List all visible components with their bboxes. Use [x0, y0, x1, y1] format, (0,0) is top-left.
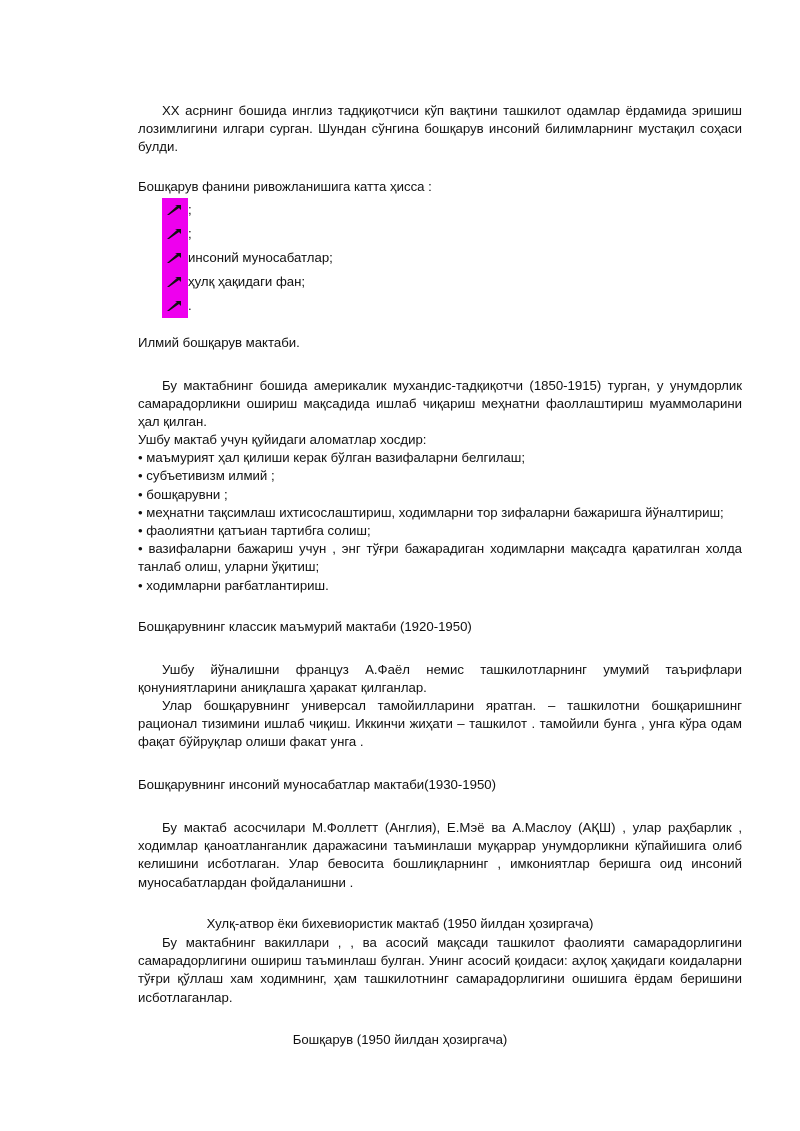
section-heading-scientific: Илмий бошқарув мактаби. — [138, 335, 300, 350]
section-heading-classic: Бошқарувнинг классик маъмурий мактаби (1920-1950) — [138, 619, 472, 634]
scientific-features — [138, 431, 742, 595]
section-heading-behavioral: Хулқ-атвор ёки бихевиористик мактаб (1950 йилдан ҳозиргача) — [206, 916, 594, 931]
list-item — [162, 222, 333, 246]
list-item-text: инсоний муносабатлар; — [188, 250, 333, 265]
classic-paragraph-1: Ушбу йўналишни француз А.Фаёл немис ташкилотларнинг умумий таърифлари қонуниятларини аниқлашга ҳаракат қилганлар. — [138, 662, 742, 696]
classic-paragraph-2: Улар бошқарувнинг универсал тамойилларини яратган. – ташкилотни бошқаришнинг рационал тизимини ишлаб чиқиш. Иккинчи жиҳати – ташкилот . тамойили бунга , унга кўра одам фақат бўйруқлар олиши факат унга . — [138, 698, 742, 750]
features-lead: Ушбу мактаб учун қуйидаги аломатлар хосдир: — [138, 432, 427, 447]
list-item: • меҳнатни тақсимлаш ихтисослаштириш, ходимларни тор зифаларни бажаришга йўналтириш; — [138, 504, 724, 520]
list-item-text: ; — [188, 202, 192, 217]
list-item: • фаолиятни қатъиан тартибга солиш; — [138, 523, 371, 539]
section-heading-human-relations: Бошқарувнинг инсоний муносабатлар мактаби(1930-1950) — [138, 777, 497, 792]
list-item-text: . — [188, 298, 192, 313]
list-item — [162, 246, 333, 270]
list-item — [162, 270, 333, 294]
scientific-paragraph: Бу мактабнинг бошида америкалик мухандис-тадқиқотчи (1850-1915) турган, у унумдорлик самарадорликни ошириш мақсадида ишлаб чиқариш меҳнатни фаоллаштириш муаммоларини ҳал қилган. — [138, 378, 742, 430]
section-heading-modern: Бошқарув (1950 йилдан ҳозиргача) — [292, 1032, 508, 1047]
arrow-bullet-icon — [162, 222, 188, 246]
arrow-bullet-icon — [162, 246, 188, 270]
list-item: • вазифаларни бажариш учун , энг тўғри бажарадиган ходимларни мақсадга қаратилган холда танлаб олиш, уларни ўқитиш; — [138, 541, 742, 575]
list-item — [162, 294, 333, 318]
arrow-bullet-icon — [162, 270, 188, 294]
list-item: • ходимларни рағбатлантириш. — [138, 577, 329, 593]
list-item-text: ҳулқ ҳақидаги фан; — [188, 274, 306, 289]
contribution-intro: Бошқарув фанини ривожланишига катта ҳисса : — [138, 179, 432, 194]
intro-paragraph: XX асрнинг бошида инглиз тадқиқотчиси кўп вақтини ташкилот одамлар ёрдамида эришиш лозимлигини илгари сурган. Шундан сўнгина бошқарув инсоний билимларнинг мустақил соҳаси булди. — [138, 103, 742, 155]
arrow-bullet-icon — [162, 294, 188, 318]
arrow-bullet-icon — [162, 198, 188, 222]
list-item: • маъмурият ҳал қилиши керак бўлган вазифаларни белгилаш; — [138, 450, 525, 466]
list-item — [162, 198, 333, 222]
contribution-list — [162, 198, 333, 318]
human-relations-paragraph: Бу мактаб асосчилари М.Фоллетт (Англия), Е.Мэё ва А.Маслоу (АҚШ) , улар раҳбарлик , ходимлар қаноатланганлик даражасини таъминлаши муқаррар унумдорликни кўпайишига олиб келишини исботлаган. Улар бевосита бошлиқларнинг , имкониятлар беришга оид инсоний муносабатлардан фойдаланишни . — [138, 820, 742, 890]
list-item: • бошқарувни ; — [138, 486, 228, 502]
behavioral-paragraph: Бу мактабнинг вакиллари , , ва асосий мақсади ташкилот фаолияти самарадорлигини самарадорлигини ошириш таъминлаш булган. Унинг асосий қоидаси: аҳлоқ ҳақидаги коидаларни тўғри қўллаш хам ходимнинг, ҳам ташкилотнинг самарадорлигини ошишига ёрдам беришини исботлаганлар. — [138, 935, 742, 1005]
list-item: • субъетивизм илмий ; — [138, 468, 275, 484]
list-item-text: ; — [188, 226, 192, 241]
